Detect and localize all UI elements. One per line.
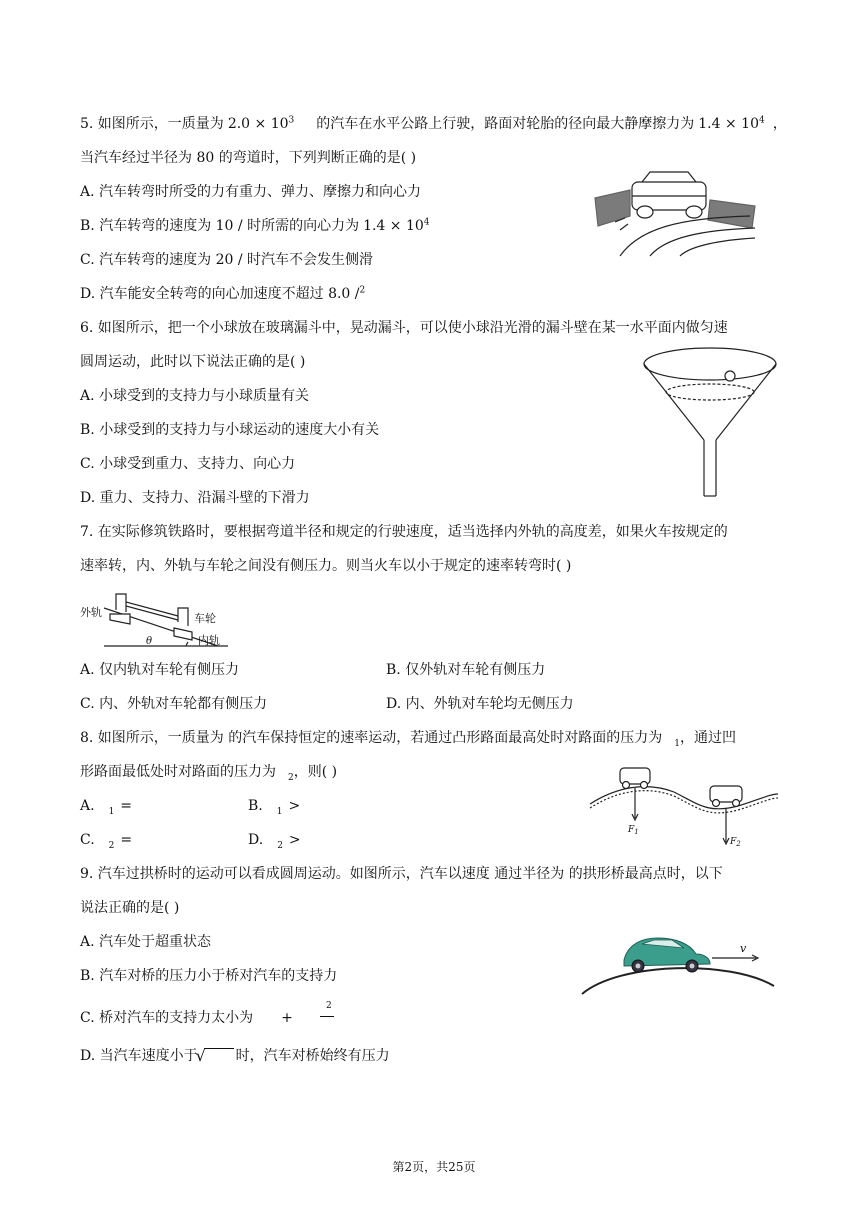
q7-option-c: C. 内、外轨对车轮都有侧压力 [80, 696, 268, 712]
q7-fig-theta: θ [146, 636, 153, 647]
q7-option-a: A. 仅内轨对车轮有侧压力 [80, 662, 240, 678]
q6-option-b: B. 小球受到的支持力与小球运动的速度大小有关 [80, 422, 380, 438]
q8-option-a-sub: 1 [108, 806, 115, 817]
q9-option-c-fraction-bar [320, 1016, 334, 1017]
q9-option-d-text-b: 时，汽车对桥始终有压力 [235, 1048, 390, 1064]
q6-option-a: A. 小球受到的支持力与小球质量有关 [80, 388, 310, 404]
q8-option-a [80, 796, 132, 816]
q5-stem-line1 [80, 114, 787, 134]
q8-stem-c: 形路面最低处时对路面的压力为 [80, 764, 276, 780]
q8-option-c-sub: 2 [108, 840, 115, 851]
q9-option-c-text: C. 桥对汽车的支持力太小为 [80, 1010, 254, 1026]
q8-stem-sub2: 2 [288, 772, 294, 783]
q5-stem-a: 5. 如图所示，一质量为 [80, 116, 224, 132]
q8-option-a-rel: = [120, 798, 133, 814]
q8-stem-line2 [80, 762, 337, 782]
q8-stem-a: 8. 如图所示，一质量为 的汽车保持恒定的速率运动，若通过凸形路面最高处时对路面的压力为 [80, 730, 663, 746]
q8-option-c-label: C. [80, 832, 95, 848]
q9-option-a: A. 汽车处于超重状态 [80, 934, 212, 950]
q7-rail-figure [78, 590, 238, 650]
q7-fig-wheel-label: 车轮 [194, 612, 216, 625]
q7-stem-line1: 7. 在实际修筑铁路时，要根据弯道半径和规定的行驶速度，适当选择内外轨的高度差，如果火车按规定的 [80, 524, 728, 540]
q8-option-c-rel: = [120, 832, 133, 848]
q6-option-c: C. 小球受到重力、支持力、向心力 [80, 456, 296, 472]
q5-stem-line2: 当汽车经过半径为 80 的弯道时，下列判断正确的是( ) [80, 150, 417, 166]
q8-option-d [248, 830, 301, 850]
page-footer: 第2页，共25页 [392, 1160, 476, 1174]
q6-option-d: D. 重力、支持力、沿漏斗壁的下滑力 [80, 490, 310, 506]
q8-stem-d: ，则( ) [293, 764, 338, 780]
q8-option-d-label: D. [248, 832, 264, 848]
q8-fig-f1-label: $F_1$ [628, 825, 639, 836]
q5-force: 1.4 × 10 [698, 116, 759, 132]
q8-option-b-rel: > [288, 798, 301, 814]
q6-funnel-figure [640, 344, 780, 500]
q5-option-b [80, 216, 430, 236]
q5-option-d-exp: 2 [359, 285, 366, 296]
q5-car-curve-figure [590, 168, 760, 258]
q7-option-d: D. 内、外轨对车轮均无侧压力 [386, 696, 574, 712]
q7-fig-inner-label: 内轨 [198, 634, 220, 647]
q5-option-b-text: B. 汽车转弯的速度为 10 / 时所需的向心力为 [80, 218, 360, 234]
q7-stem-line2: 速率转，内、外轨与车轮之间没有侧压力。则当火车以小于规定的速率转弯时( ) [80, 558, 572, 574]
q5-option-d-text: D. 汽车能安全转弯的向心加速度不超过 8.0 / [80, 286, 360, 302]
q9-option-c [80, 1001, 332, 1028]
q8-option-b-label: B. [248, 798, 263, 814]
q5-option-b-exp: 4 [423, 217, 430, 228]
q9-stem-line1: 9. 汽车过拱桥时的运动可以看成圆周运动。如图所示，汽车以速度 通过半径为 的拱形桥最高点时，以下 [80, 866, 723, 882]
q8-option-a-label: A. [80, 798, 95, 814]
q9-option-c-plus: + [281, 1010, 293, 1026]
q9-sqrt-sign: √ [204, 1048, 234, 1065]
q9-option-c-exp: 2 [326, 1001, 332, 1011]
q8-stem-line1 [80, 728, 736, 748]
q8-stem-b: ，通过凹 [680, 730, 736, 746]
q5-mass: 2.0 × 10 [227, 116, 289, 132]
q7-fig-outer-label: 外轨 [80, 606, 102, 619]
q8-option-d-rel: > [288, 832, 301, 848]
q5-option-b-force: 1.4 × 10 [363, 218, 424, 234]
q5-stem-b: 的汽车在水平公路上行驶，路面对轮胎的径向最大静摩擦力为 [316, 116, 695, 132]
q9-option-b: B. 汽车对桥的压力小于桥对汽车的支持力 [80, 968, 338, 984]
q5-stem-c: ， [772, 116, 787, 132]
q5-option-c: C. 汽车转弯的速度为 20 / 时汽车不会发生侧滑 [80, 252, 373, 268]
q9-arch-bridge-figure [580, 934, 776, 998]
q9-fig-v-label: v [740, 942, 747, 955]
q8-option-b [248, 796, 300, 816]
q8-option-c [80, 830, 132, 850]
q5-option-d [80, 284, 365, 304]
q5-mass-exp: 3 [288, 115, 295, 126]
q7-option-b: B. 仅外轨对车轮有侧压力 [386, 662, 546, 678]
q6-stem-line1: 6. 如图所示，把一个小球放在玻璃漏斗中，晃动漏斗，可以使小球沿光滑的漏斗壁在某一水平面内做匀速 [80, 320, 728, 336]
q8-fig-f2-label: $F_2$ [730, 837, 741, 848]
q8-stem-sub1: 1 [674, 738, 680, 749]
q9-option-d-text-a: D. 当汽车速度小于 [80, 1048, 198, 1064]
q5-force-exp: 4 [758, 115, 765, 126]
q5-option-a: A. 汽车转弯时所受的力有重力、弹力、摩擦力和向心力 [80, 184, 422, 200]
q8-option-b-sub: 1 [276, 806, 283, 817]
q8-hill-road-figure [588, 764, 780, 856]
q6-stem-line2: 圆周运动，此时以下说法正确的是( ) [80, 354, 306, 370]
q9-stem-line2: 说法正确的是( ) [80, 900, 180, 916]
q8-option-d-sub: 2 [277, 840, 283, 851]
q9-option-d [80, 1046, 390, 1066]
